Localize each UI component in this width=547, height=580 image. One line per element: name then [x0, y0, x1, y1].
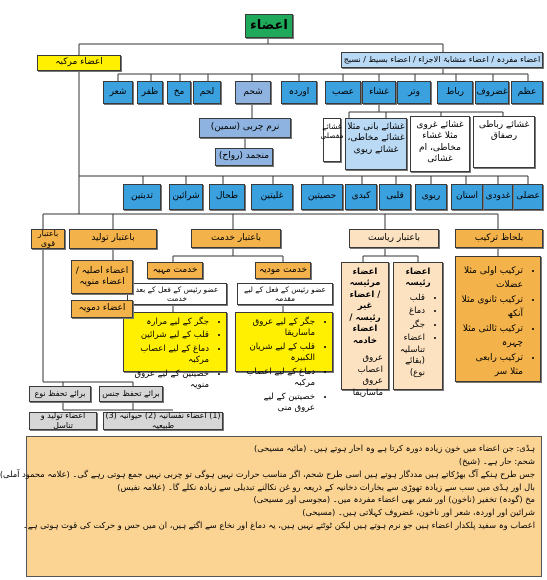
compound-organ-box: غدودی [483, 184, 513, 210]
simple-organ-box: شعر [103, 81, 133, 104]
simple-organ-box: اوردہ [281, 81, 317, 104]
service-served-list [235, 312, 333, 414]
faculty-species: برائے تحفظ نوع [29, 386, 91, 402]
faculty-genus: برائے تحفظ جنس [99, 386, 163, 402]
category-generation: باعتبار تولید [69, 229, 157, 249]
composition-item: • ترکیب ثانوی مثلا آنکھ [461, 294, 523, 321]
category-composition: بلحاظ ترکیب [455, 229, 543, 248]
composition-list [455, 256, 541, 382]
compound-organ-box: قلبی [379, 184, 411, 210]
page-title: اعضاء [245, 14, 293, 38]
membrane-gharawi: غشائے غروی مثلا غشاء مخاطی، ام غشائی [410, 116, 470, 172]
service-serving-list [123, 312, 227, 391]
compound-organs-header: اعضاء مرکبہ [37, 55, 121, 71]
membrane-rabati: غشائے رباطی رصفاق [473, 116, 535, 168]
leadership-ruling-item: • دماغ [399, 306, 425, 317]
leadership-chief-label: اعضاء مرئیسہ / اعضاء غیر رئیسہ / اعضاء خادمہ [349, 267, 381, 346]
generation-blood: اعضاء دمویہ [71, 300, 133, 318]
service-serving-label: خدمت مہیہ [147, 262, 203, 279]
compound-organ-box: ریوی [415, 184, 447, 210]
membrane-bani: غشائے بانی مثلا غشائے مخاطی، غشائے ریوی [345, 118, 407, 170]
simple-organ-box: مخ [167, 81, 191, 104]
service-served-item: • خصیتین کے لیے عروق منی [241, 392, 315, 415]
generation-original: اعضاء اصلیہ / اعضاء منویہ [71, 260, 133, 294]
category-service: باعتبار خدمت [191, 229, 281, 248]
simple-organ-box: وتر [397, 81, 431, 104]
composition-item: • ترکیب رابعی مثلا سر [461, 352, 523, 379]
compound-organ-box: کبدی [345, 184, 377, 210]
simple-organ-box: لحم [193, 81, 221, 104]
simple-organ-box: شحم [235, 81, 271, 104]
fat-soft: نرم چربی (سمین) [199, 118, 291, 138]
simple-organ-box: عظم [511, 81, 543, 104]
service-served-desc: عضو رئیس کے فعل کے لیے مقدمہ [237, 283, 333, 305]
simple-organ-box: غشاء [362, 81, 396, 104]
service-serving-item: • قلب کے لیے شرائین [129, 330, 209, 341]
service-served-item: • جگر کے لیے عروق ماساریقا [241, 317, 315, 340]
simple-organ-box: ظفر [137, 81, 163, 104]
category-leadership: باعتبار ریاست [349, 229, 439, 248]
service-served-item: • قلب کے لیے شریان الکبیرہ [241, 342, 315, 365]
notes-panel [0, 436, 542, 577]
faculty-types-note: (1) اعضاء نفسانیہ (2) حیوانیہ (3) طبیعیہ [103, 412, 223, 430]
leadership-ruling-item: • جگر [399, 320, 425, 331]
compound-organ-box: طحال [209, 184, 245, 210]
leadership-chief-box [341, 262, 389, 398]
service-serving-item: • جگر کے لیے مرارہ [129, 317, 209, 328]
service-serving-desc: عضو رئیس کے فعل کے بعد خدمت [127, 283, 227, 305]
compound-organ-box: استان [451, 184, 483, 210]
simple-organ-box: رباط [437, 81, 473, 104]
membrane-mafsali: غشائے مفصلی [323, 118, 341, 162]
service-serving-item: • دماغ کے لیے اعصاب مرکبہ [129, 344, 209, 367]
compound-organ-box: عضلی [513, 184, 543, 210]
compound-organ-box: حصیتین [301, 184, 343, 210]
note-line: اعصاب وہ سفید پلکدار اعضاء ہیں جو نرم ہوتے ہیں لیکن ٹوٹتے نہیں ہیں، یہ دماغ اور نخاع سے اگتے ہیں، ان میں حس و حرکت کی قوت ہوتی ہے۔ [22, 520, 535, 531]
leadership-ruling-label: اعضاء رئیسہ [405, 267, 431, 289]
service-served-item: • دماغ کے لیے اعصاب مرکبہ [241, 367, 315, 390]
leadership-chief-item: اعصاب [357, 364, 383, 375]
simple-organs-header: اعضاء مفردہ / اعضاء متشابۃ الاجزاء / اعضاء بسیط / نسیج [341, 52, 543, 68]
leadership-chief-item: عروق [362, 353, 383, 364]
note-line: شرائین اور اوردہ، شعر اور ناخون، غضروف کہلاتی ہیں۔ (مسیحی) [302, 507, 535, 518]
simple-organ-box: غضروف [475, 81, 509, 104]
compound-organ-box: تدیتین [123, 184, 161, 210]
note-line: مخ (گودہ) تخفیر (ناخون) اور شعر بھی اعضاء مفردہ میں۔ (مجوسی اور مسیحی) [253, 494, 535, 505]
note-line: ہڈی: جن اعضاء میں خون زیادہ دورہ کرتا ہے وہ احار ہوتے ہیں۔ (مائیہ مسیحی) [253, 443, 535, 453]
category-faculties: باعتبار قوی [31, 229, 65, 249]
leadership-ruling-item: • اعضاء تناسلیہ (بقائے نوع) [399, 333, 425, 379]
service-serving-item: • خصیتین کے لیے عروق منویہ [129, 369, 209, 392]
composition-item: • ترکیب ثالثی مثلا چہرہ [461, 323, 523, 350]
note-line: شحم: حار ہے۔ (شیخ) [458, 455, 535, 466]
service-served-label: خدمت مودیہ [255, 262, 311, 279]
leadership-ruling-item: • قلب [399, 293, 425, 304]
leadership-ruling-box [393, 262, 443, 390]
simple-organ-box: عصب [325, 81, 361, 104]
compound-organ-box: شرائین [169, 184, 203, 210]
compound-organ-box: غلیتین [251, 184, 293, 210]
note-line: بال اور ہڈی میں سب سے زیادہ تھوڑی سے بخارات دخانیہ کے ذریعہ رو غن نکالنے تبدیلی سے زیادہ نکلے گا۔ (علامہ نفیس) [117, 481, 535, 492]
fat-solid: منجمد (رواح) [215, 148, 273, 166]
reproduction-organs: اعضاء تولید و تناسل [29, 412, 97, 430]
composition-item: • ترکیب اولی مثلا عضلات [461, 265, 523, 292]
leadership-chief-item: عروق ماساریقا [352, 376, 383, 398]
note-line: جس طرح ہنکے آگ بھڑکاتے ہیں مددگار ہوتے ہیں اسی طرح شحم، اگر مناسب حرارت نہیں ہوگی تو چربی نہیں جمع ہوتی رہے گی۔ (علامہ محمود آملی) [0, 468, 535, 479]
